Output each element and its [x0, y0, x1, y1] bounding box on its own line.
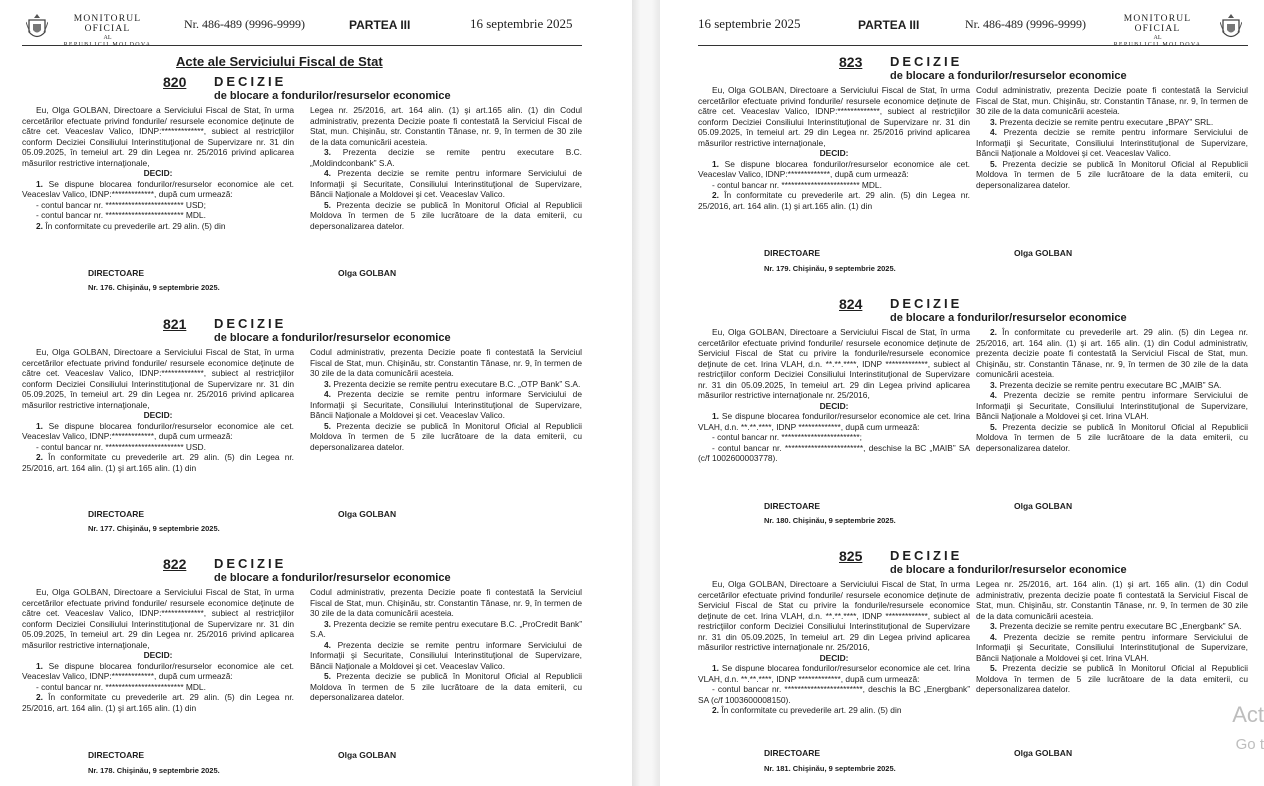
paragraph: [698, 579, 970, 653]
paragraph-text: - contul bancar nr. ************************;: [712, 432, 862, 442]
paragraph: [698, 705, 970, 716]
header-rule: [22, 45, 582, 46]
publication-name: MONITORUL OFICIAL AL: [1123, 14, 1192, 41]
paragraph-number: 4.: [990, 390, 997, 400]
paragraph: [310, 421, 582, 453]
paragraph-number: 5.: [990, 158, 997, 169]
decision-number: 823: [839, 54, 863, 70]
decision-heading: DECIZIE: [890, 548, 963, 563]
text-column-left: [22, 347, 294, 473]
paragraph: [22, 587, 294, 650]
activation-watermark-line1: Act: [1232, 702, 1264, 727]
decision-number: 820: [163, 74, 187, 90]
paragraph-text: În conformitate cu prevederile art. 29 alin. (5) din Legea nr. 25/2016, art. 164 alin. (1) şi art.165 alin. (1) din: [22, 692, 294, 713]
page-gutter: [632, 0, 660, 786]
paragraph-text: Prezenta decizie se remite pentru executare B.C. „Moldindconbank” S.A.: [310, 147, 582, 168]
paragraph-text: - contul bancar nr. ************************ USD.: [36, 441, 206, 452]
paragraph-text: Se dispune blocarea fondurilor/resurselor economice ale cet. Irina VLAH, d.n. **.**.****, IDNP *************, după cum urmează:: [698, 411, 970, 432]
issue-number: Nr. 486-489 (9996-9999): [184, 17, 305, 31]
paragraph-number: 5.: [990, 421, 997, 432]
paragraph-text: DECID:: [143, 650, 173, 660]
paragraph-number: 2.: [36, 220, 43, 231]
paragraph-text: Prezenta decizie se remite pentru informare Serviciului de Informaţii şi Securitate, Consiliului Interinstituţional de Supervizare, Băncii Naţionale a Moldovei şi cet. Veaceslav Valico.: [310, 389, 582, 420]
paragraph: [22, 210, 294, 221]
paragraph-text: - contul bancar nr. ************************ USD;: [36, 199, 206, 210]
paragraph-text: Prezenta decizie se publică în Monitorul Oficial al Republicii Moldova în termen de 5 zile lucrătoare de la data emiterii, cu depersonalizarea datelor.: [976, 421, 1248, 453]
decision-heading: DECIZIE: [890, 54, 963, 69]
paragraph-text: Se dispune blocarea fondurilor/resurselor economice ale cet. Veaceslav Valico, IDNP:*************, după cum urmează:: [22, 660, 294, 681]
paragraph-number: 2.: [990, 327, 997, 337]
paragraph-text: DECID:: [819, 148, 849, 158]
paragraph: [310, 619, 582, 640]
decision-verdict: [22, 650, 294, 661]
part-label: PARTEA III: [349, 18, 411, 32]
paragraph-text: Eu, Olga GOLBAN, Directoare a Serviciului Fiscal de Stat, în urma cercetărilor efectuate privind fondurile/ resursele economice deţinute de către cet. Veaceslav Valico, IDNP:*************, subiect al restricţiilor conform Deciziei Consiliului Interinstituţional de Supervizare nr. 31 din 05.09.2025, în temeiul art. 29 din Legea nr. 25/2016 privind aplicarea măsurilor restrictive internaţionale,: [22, 105, 294, 168]
coat-of-arms-icon: [26, 12, 48, 42]
signer-name: Olga GOLBAN: [1014, 248, 1073, 258]
paragraph: [698, 663, 970, 684]
decision-body: [22, 347, 582, 473]
paragraph: [698, 159, 970, 180]
signer-role: DIRECTOARE: [764, 748, 821, 758]
paragraph: [698, 443, 970, 464]
paragraph-text: În conformitate cu prevederile art. 29 alin. (5) din: [719, 705, 902, 715]
paragraph: [976, 117, 1248, 128]
paragraph: [976, 380, 1248, 391]
paragraph-number: 1.: [712, 411, 719, 421]
paragraph-text: DECID:: [819, 652, 849, 663]
paragraph-text: Codul administrativ, prezenta Decizie poate fi contestată la Serviciul Fiscal de Stat, mun. Chişinău, str. Constantin Tănase, nr. 9, în termen de 30 zile de la data comunicării acesteia.: [310, 587, 582, 618]
paragraph-text: Prezenta decizie se publică în Monitorul Oficial al Republicii Moldova în termen de 5 zile lucrătoare de la data emiterii, cu depersonalizarea datelor.: [310, 420, 582, 452]
text-column-left: [698, 579, 970, 716]
text-column-left: [22, 105, 294, 231]
paragraph: [22, 200, 294, 211]
decision-reference: Nr. 176. Chişinău, 9 septembrie 2025.: [88, 283, 220, 292]
paragraph-number: 2.: [712, 705, 719, 715]
paragraph: [976, 327, 1248, 380]
paragraph-text: - contul bancar nr. ************************ MDL.: [36, 681, 206, 692]
signer-name: Olga GOLBAN: [1014, 748, 1073, 758]
paragraph-number: 5.: [324, 420, 331, 431]
signer-name: Olga GOLBAN: [338, 509, 397, 519]
paragraph-text: Prezenta decizie se remite pentru executare BC „MAIB” SA.: [997, 379, 1222, 390]
section-title: Acte ale Serviciului Fiscal de Stat: [176, 54, 383, 69]
paragraph: [698, 411, 970, 432]
decision-verdict: [698, 401, 970, 412]
paragraph-number: 3.: [990, 379, 997, 390]
paragraph: [976, 422, 1248, 454]
paragraph-number: 2.: [36, 452, 43, 462]
header-rule: [698, 45, 1248, 46]
paragraph-text: - contul bancar nr. ************************, deschise la BC „MAIB” SA (c/f 1002600003778).: [698, 442, 970, 463]
signer-role: DIRECTOARE: [764, 501, 821, 511]
paragraph: [976, 85, 1248, 117]
text-column-right: [976, 579, 1248, 716]
paragraph-text: Eu, Olga GOLBAN, Directoare a Serviciului Fiscal de Stat, în urma cercetărilor efectuate privind fondurile/ resursele economice deţinute de Serviciul Fiscal de Stat cu privire la fondurile/resursele economice deţinute de cet. Irina VLAH, d.n. **.**.****, IDNP *************, subiect al restricţiilor conform Deciziei Consiliului Interinstituţional de Supervizare nr. 31 din 05.09.2025, în temeiul art. 29 din Legea privind aplicarea măsurilor restrictive internaţionale nr. 25/2016,: [698, 327, 970, 400]
decision-reference: Nr. 177. Chişinău, 9 septembrie 2025.: [88, 524, 220, 533]
paragraph-text: Prezenta decizie se publică în Monitorul Oficial al Republicii Moldova în termen de 5 zile lucrătoare de la data emiterii, cu depersonalizarea datelor.: [976, 158, 1248, 190]
page-header-right: [660, 10, 1264, 46]
paragraph: [310, 389, 582, 421]
text-column-right: [976, 85, 1248, 211]
text-column-right: [310, 587, 582, 713]
decision-body: [698, 579, 1248, 716]
signer-role: DIRECTOARE: [88, 750, 145, 760]
paragraph-text: Eu, Olga GOLBAN, Directoare a Serviciului Fiscal de Stat, în urma cercetărilor efectuate privind fondurile/ resursele economice deţinute de Serviciul Fiscal de Stat cu privire la fondurile/resursele economice deţinute de cet. Irina VLAH, d.n. **.**.****, IDNP *************, subiect al restricţiilor conform Deciziei Consiliului Interinstituţional de Supervizare nr. 31 din 05.09.2025, în temeiul art. 29 din Legea privind aplicarea măsurilor restrictive internaţionale nr. 25/2016,: [698, 579, 970, 652]
text-column-left: [698, 85, 970, 211]
decision-body: [22, 587, 582, 713]
paragraph: [310, 105, 582, 147]
paragraph: [22, 221, 294, 232]
paragraph: [976, 127, 1248, 159]
paragraph-text: În conformitate cu prevederile art. 29 alin. (5) din Legea nr. 25/2016, art. 164 alin. (1) şi art.165 alin. (1) din: [22, 452, 294, 473]
paragraph-number: 4.: [324, 639, 331, 650]
paragraph-text: Prezenta decizie se remite pentru informare Serviciului de Informaţii şi Securitate, Consiliului Interinstituţional de Supervizare, Băncii Naţionale a Moldovei şi cet. Veaceslav Valico.: [310, 639, 582, 671]
paragraph-number: 1.: [36, 660, 43, 671]
paragraph-number: 3.: [324, 618, 331, 629]
paragraph-text: Legea nr. 25/2016, art. 164 alin. (1) şi art. 165 alin. (1) din Codul administrativ, prezenta decizie poate fi contestată la Serviciul Fiscal de Stat, mun. Chişinău, str. Constantin Tănase, nr. 9, în termen de 30 zile de la data comunicării acesteia.: [976, 579, 1248, 621]
decision-number: 822: [163, 556, 187, 572]
paragraph-number: 4.: [990, 127, 997, 137]
paragraph: [22, 682, 294, 693]
text-column-left: [698, 327, 970, 464]
paragraph-text: Se dispune blocarea fondurilor/resurselor economice ale cet. Veaceslav Valico, IDNP:*************, după cum urmează:: [22, 420, 294, 441]
paragraph: [22, 347, 294, 410]
decision-number: 824: [839, 296, 863, 312]
paragraph-text: DECID:: [143, 168, 173, 178]
signer-name: Olga GOLBAN: [338, 268, 397, 278]
paragraph-text: Codul administrativ, prezenta Decizie poate fi contestată la Serviciul Fiscal de Stat, mun. Chişinău, str. Constantin Tănase, nr. 9, în termen de 30 zile de la data comunicării acesteia.: [310, 347, 582, 378]
right-page: [660, 0, 1264, 786]
decision-subtitle: de blocare a fondurilor/resurselor economice: [214, 332, 451, 344]
signer-name: Olga GOLBAN: [1014, 501, 1073, 511]
decision-reference: Nr. 181. Chişinău, 9 septembrie 2025.: [764, 764, 896, 773]
decision-reference: Nr. 178. Chişinău, 9 septembrie 2025.: [88, 766, 220, 775]
decision-reference: Nr. 180. Chişinău, 9 septembrie 2025.: [764, 516, 896, 525]
text-column-right: [310, 347, 582, 473]
paragraph: [22, 452, 294, 473]
paragraph-number: 4.: [324, 389, 331, 399]
decision-heading: DECIZIE: [890, 296, 963, 311]
decision-verdict: [698, 653, 970, 664]
paragraph: [698, 432, 970, 443]
paragraph: [698, 85, 970, 148]
paragraph-text: DECID:: [819, 400, 849, 411]
paragraph-text: Prezenta decizie se remite pentru informare Serviciului de Informaţii şi Securitate, Consiliului Interinstituţional de Supervizare, Băncii Naţionale a Moldovei şi cet. Veaceslav Valico.: [310, 168, 582, 199]
paragraph-text: Se dispune blocarea fondurilor/resurselor economice ale cet. Veaceslav Valico, IDNP:*************, după cum urmează:: [22, 178, 294, 199]
paragraph-text: Legea nr. 25/2016, art. 164 alin. (1) şi art.165 alin. (1) din Codul administrativ, prezenta Decizie poate fi contestată la Serviciul Fiscal de Stat, mun. Chişinău, str. Constantin Tănase, nr. 9, în termen de 30 zile de la data comunicării acesteia.: [310, 105, 582, 147]
paragraph-text: În conformitate cu prevederile art. 29 alin. (5) din: [43, 220, 226, 231]
paragraph-text: Se dispune blocarea fondurilor/resurselor economice ale cet. Irina VLAH, d.n. **.**.****, IDNP *************, după cum urmează:: [698, 663, 970, 684]
paragraph-text: Prezenta decizie se remite pentru executare BC „Energbank” SA.: [997, 621, 1242, 631]
paragraph-number: 5.: [324, 199, 331, 210]
paragraph: [22, 692, 294, 713]
paragraph-number: 1.: [712, 158, 719, 169]
paragraph: [22, 179, 294, 200]
paragraph-text: Prezenta decizie se publică în Monitorul Oficial al Republicii Moldova în termen de 5 zile lucrătoare de la data emiterii, cu depersonalizarea datelor.: [976, 663, 1248, 694]
paragraph: [976, 621, 1248, 632]
text-column-right: [310, 105, 582, 231]
paragraph-number: 5.: [324, 671, 331, 681]
paragraph: [976, 579, 1248, 621]
paragraph-number: 3.: [990, 621, 997, 631]
paragraph-text: Prezenta decizie se remite pentru informare Serviciului de Informaţii şi Securitate, Consiliului Interinstituţional de Supervizare, Băncii Naţionale a Moldovei şi cet. Irina VLAH.: [976, 390, 1248, 421]
paragraph-text: Prezenta decizie se remite pentru informare Serviciului de Informaţii şi Securitate, Consiliului Interinstituţional de Supervizare, Băncii Naţionale a Moldovei şi cet. Irina VLAH.: [976, 631, 1248, 663]
paragraph: [22, 442, 294, 453]
paragraph-number: 3.: [324, 147, 331, 157]
paragraph-text: Prezenta decizie se publică în Monitorul Oficial al Republicii Moldova în termen de 5 zile lucrătoare de la data emiterii, cu depersonalizarea datelor.: [310, 199, 582, 231]
paragraph: [310, 671, 582, 703]
paragraph-number: 1.: [712, 663, 719, 673]
paragraph-number: 2.: [36, 692, 43, 702]
paragraph: [310, 168, 582, 200]
decision-number: 821: [163, 316, 187, 332]
paragraph: [310, 640, 582, 672]
paragraph-number: 5.: [990, 663, 997, 673]
paragraph-text: Prezenta decizie se remite pentru informare Serviciului de Informaţii şi Securitate, Consiliului Interinstituţional de Supervizare, Băncii Naţionale a Moldovei şi cet. Veaceslav Valico.: [976, 127, 1248, 158]
issue-number: Nr. 486-489 (9996-9999): [965, 17, 1086, 31]
paragraph-number: 4.: [990, 631, 997, 642]
paragraph-text: În conformitate cu prevederile art. 29 alin. (5) din Legea nr. 25/2016, art. 164 alin. (1) şi art. 165 alin. (1) din Codul administrativ, prezenta decizie poate fi contestată la Serviciul Fiscal de Stat, mun. Chişinău, str. Constantin Tănase, nr. 9, în termen de 30 zile de la data comunicării acesteia.: [976, 327, 1248, 379]
decision-verdict: [22, 410, 294, 421]
paragraph-text: - contul bancar nr. ************************, deschis la BC „Energbank” SA (c/f 1003600008150).: [698, 684, 970, 705]
paragraph: [22, 421, 294, 442]
paragraph-text: - contul bancar nr. ************************ MDL.: [712, 179, 882, 190]
paragraph-text: Prezenta decizie se remite pentru executare B.C. „OTP Bank” S.A.: [331, 378, 581, 389]
coat-of-arms-icon: [1220, 12, 1242, 42]
paragraph: [698, 180, 970, 191]
paragraph: [698, 327, 970, 401]
issue-date: 16 septembrie 2025: [698, 16, 801, 31]
paragraph-text: Se dispune blocarea fondurilor/resurselor economice ale cet. Veaceslav Valico, IDNP:*************, după cum urmează:: [698, 158, 970, 179]
paragraph-text: Prezenta decizie se remite pentru executare B.C. „ProCredit Bank” S.A.: [310, 618, 582, 639]
page-header-left: [0, 10, 632, 46]
part-label: PARTEA III: [858, 18, 920, 32]
paragraph-text: Eu, Olga GOLBAN, Directoare a Serviciului Fiscal de Stat, în urma cercetărilor efectuate privind fondurile/ resursele economice deţinute de către cet. Veaceslav Valico, IDNP:*************, subiect al restricţiilor conform Deciziei Consiliului Interinstituţional de Supervizare nr. 31 din 05.09.2025, în temeiul art. 29 din Legea nr. 25/2016 privind aplicarea măsurilor restrictive internaţionale,: [698, 85, 970, 148]
decision-heading: DECIZIE: [214, 316, 287, 331]
text-column-left: [22, 587, 294, 713]
paragraph-text: În conformitate cu prevederile art. 29 alin. (5) din Legea nr. 25/2016, art. 164 alin. (1) şi art.165 alin. (1) din: [698, 190, 970, 211]
paragraph: [310, 200, 582, 232]
publication-name: MONITORUL OFICIAL AL: [73, 14, 142, 41]
decision-body: [698, 85, 1248, 211]
paragraph-number: 4.: [324, 168, 331, 178]
text-column-right: [976, 327, 1248, 464]
paragraph: [976, 663, 1248, 695]
paragraph-text: Prezenta decizie se remite pentru executare „BPAY” SRL.: [997, 116, 1214, 127]
decision-body: [698, 327, 1248, 464]
paragraph: [310, 379, 582, 390]
paragraph-number: 1.: [36, 178, 43, 189]
paragraph-number: 2.: [712, 190, 719, 200]
paragraph-number: 3.: [990, 116, 997, 127]
signer-name: Olga GOLBAN: [338, 750, 397, 760]
paragraph-text: Codul administrativ, prezenta Decizie poate fi contestată la Serviciul Fiscal de Stat, mun. Chişinău, str. Constantin Tănase, nr. 9, în termen de 30 zile de la data comunicării acesteia.: [976, 85, 1248, 116]
decision-subtitle: de blocare a fondurilor/resurselor economice: [214, 572, 451, 584]
activation-watermark-line2: Go t: [1235, 736, 1264, 753]
paragraph-text: Prezenta decizie se publică în Monitorul Oficial al Republicii Moldova în termen de 5 zile lucrătoare de la data emiterii, cu depersonalizarea datelor.: [310, 671, 582, 702]
issue-date: 16 septembrie 2025: [470, 16, 573, 31]
decision-heading: DECIZIE: [214, 556, 287, 571]
decision-reference: Nr. 179. Chişinău, 9 septembrie 2025.: [764, 264, 896, 273]
decision-subtitle: de blocare a fondurilor/resurselor economice: [890, 312, 1127, 324]
paragraph-text: DECID:: [143, 410, 173, 420]
paragraph: [976, 632, 1248, 664]
signer-role: DIRECTOARE: [88, 509, 145, 519]
decision-number: 825: [839, 548, 863, 564]
decision-subtitle: de blocare a fondurilor/resurselor economice: [214, 90, 451, 102]
paragraph-number: 1.: [36, 420, 43, 431]
decision-verdict: [22, 168, 294, 179]
paragraph: [22, 661, 294, 682]
signer-role: DIRECTOARE: [88, 268, 145, 278]
paragraph: [976, 390, 1248, 422]
paragraph-text: Eu, Olga GOLBAN, Directoare a Serviciului Fiscal de Stat, în urma cercetărilor efectuate privind fondurile/ resursele economice deţinute de către cet. Veaceslav Valico, IDNP:*************, subiect al restricţiilor conform Deciziei Consiliului Interinstituţional de Supervizare nr. 31 din 05.09.2025, în temeiul art. 29 din Legea nr. 25/2016 privind aplicarea măsurilor restrictive internaţionale,: [22, 347, 294, 410]
decision-heading: DECIZIE: [214, 74, 287, 89]
paragraph: [698, 190, 970, 211]
paragraph: [698, 684, 970, 705]
paragraph: [310, 587, 582, 619]
paragraph-text: - contul bancar nr. ************************ MDL.: [36, 210, 206, 220]
signer-role: DIRECTOARE: [764, 248, 821, 258]
paragraph: [310, 347, 582, 379]
paragraph: [976, 159, 1248, 191]
decision-verdict: [698, 148, 970, 159]
paragraph: [22, 105, 294, 168]
decision-subtitle: de blocare a fondurilor/resurselor economice: [890, 564, 1127, 576]
paragraph: [310, 147, 582, 168]
decision-body: [22, 105, 582, 231]
paragraph-number: 3.: [324, 378, 331, 389]
paragraph-text: Eu, Olga GOLBAN, Directoare a Serviciului Fiscal de Stat, în urma cercetărilor efectuate privind fondurile/ resursele economice deţinute de către cet. Veaceslav Valico, IDNP:*************, subiect al restricţiilor conform Deciziei Consiliului Interinstituţional de Supervizare nr. 31 din 05.09.2025, în temeiul art. 29 din Legea nr. 25/2016 privind aplicarea măsurilor restrictive internaţionale,: [22, 587, 294, 650]
decision-subtitle: de blocare a fondurilor/resurselor economice: [890, 70, 1127, 82]
